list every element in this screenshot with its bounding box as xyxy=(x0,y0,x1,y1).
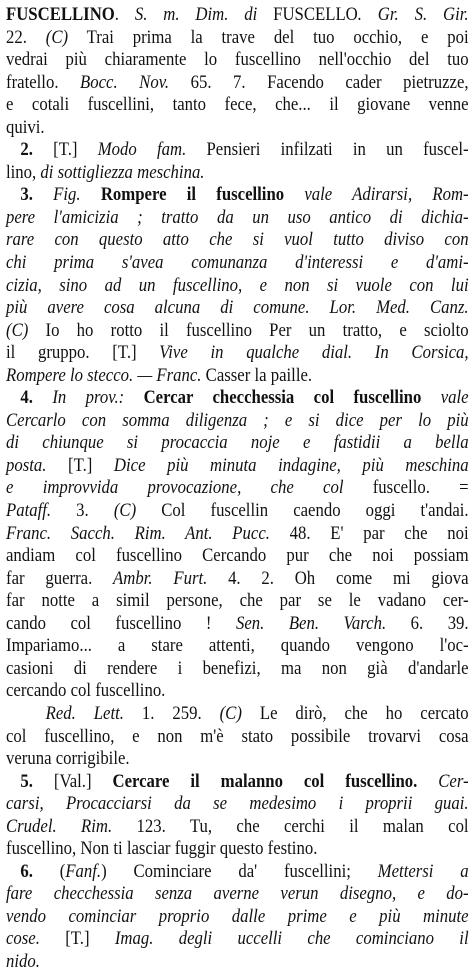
entry-text: Le dirò, che ho cercato xyxy=(241,702,469,724)
entry-text: S. m. Dim. di xyxy=(118,4,274,25)
entry-text: far notte a simil persone, che par se le vadano cer- xyxy=(6,590,469,612)
entry-line xyxy=(6,703,469,726)
entry-text: . xyxy=(114,4,119,25)
entry-line xyxy=(6,726,469,749)
entry-text: [Val.] xyxy=(32,770,113,792)
entry-text: F xyxy=(273,4,283,25)
entry-line xyxy=(6,49,469,72)
entry-text: di chiunque si procaccia noje e fastidii a bella xyxy=(6,432,469,454)
entry-text: Fig. xyxy=(32,184,81,206)
entry-line xyxy=(6,523,469,546)
entry-text: 4. xyxy=(20,387,33,409)
entry-line xyxy=(6,883,469,906)
entry-text: fuscello. = xyxy=(343,477,469,499)
entry-text: FUSCELLINO xyxy=(6,4,115,25)
entry-text: Trai prima la trave del tuo occhio, e poi xyxy=(68,26,469,48)
entry-text: posta. xyxy=(6,454,47,476)
entry-text: Sen. Ben. Varch. xyxy=(235,612,387,634)
entry-line xyxy=(6,500,469,523)
entry-text: il gruppo. [T.] xyxy=(6,342,160,364)
entry-text: vale Adirarsi, Rom- xyxy=(284,184,469,206)
entry-text: cercando col fuscellino. xyxy=(6,680,166,702)
entry-text: col fuscellino, e non m'è stato possibile trovarvi cosa xyxy=(6,725,469,747)
entry-text: veruna corrigibile. xyxy=(6,748,130,770)
entry-line xyxy=(6,94,469,117)
entry-text: Modo fam. xyxy=(97,139,187,161)
entry-line xyxy=(6,320,469,343)
entry-text: Franc. Sacch. Rim. Ant. Pucc. xyxy=(6,522,270,544)
entry-text: ) Cominciare da' fuscellini; xyxy=(101,860,378,882)
entry-text: vedrai più chiaramente lo fuscellino nell'occhio del tuo xyxy=(6,49,469,71)
entry-text: Ambr. Furt. xyxy=(113,567,208,589)
entry-text: Bocc. Nov. xyxy=(80,71,170,93)
entry-text: chi prima s'avea comunanza d'interessi e d'ami- xyxy=(6,252,469,274)
entry-line xyxy=(6,928,469,951)
entry-line xyxy=(6,906,469,929)
entry-text: [T.] xyxy=(39,928,115,950)
entry-text: 22. xyxy=(6,26,46,48)
entry-text: Pataff. xyxy=(6,500,52,522)
entry-text: Rompere lo stecco. — Franc. xyxy=(6,364,202,386)
entry-line xyxy=(6,387,469,410)
entry-text: vale xyxy=(421,387,469,409)
entry-line xyxy=(6,365,469,388)
entry-line xyxy=(6,680,469,703)
entry-line xyxy=(6,658,469,681)
entry-text: vendo cominciar proprio dalle prime e più minute xyxy=(6,905,469,927)
entry-text: 6. 39. xyxy=(386,612,469,634)
entry-line xyxy=(6,410,469,433)
entry-text: (C) xyxy=(219,702,242,724)
entry-text: ( xyxy=(32,860,66,882)
entry-text: Dice più minuta indagine, più meschina xyxy=(113,454,469,476)
entry-text: (C) xyxy=(45,26,69,48)
entry-text: 123. Tu, che cerchi il malan col xyxy=(112,815,469,837)
entry-text: di sottigliezza meschina. xyxy=(40,161,205,183)
entry-text: Cercarlo con somma diligenza ; e si dice per lo più xyxy=(6,409,469,431)
entry-line xyxy=(6,635,469,658)
entry-text: fratello. xyxy=(6,71,81,93)
entry-text: (C) xyxy=(113,500,137,522)
entry-line xyxy=(6,184,469,207)
entry-text: Crudel. Rim. xyxy=(6,815,113,837)
entry-text: Impariamo... a stare attenti, quando vengono l'oc- xyxy=(6,635,469,657)
entry-line xyxy=(6,748,469,771)
entry-text: fare checchessia senza averne verun disegno, e do- xyxy=(6,883,469,905)
entry-line xyxy=(6,861,469,884)
entry-line xyxy=(6,252,469,275)
entry-line xyxy=(6,951,469,974)
entry-text: 6. xyxy=(20,860,33,882)
entry-line xyxy=(6,342,469,365)
entry-text: carsi, Procacciarsi da se medesimo i proprii guai. xyxy=(6,793,469,815)
entry-text: [T.] xyxy=(46,454,114,476)
entry-text: Mettersi a xyxy=(377,860,469,882)
entry-text: Pensieri infilzati in un fuscel- xyxy=(186,139,469,161)
entry-text: Cer- xyxy=(417,770,469,792)
entry-line xyxy=(6,297,469,320)
entry-text: pere l'amicizia ; tratto da un uso antico di dichia- xyxy=(6,206,469,228)
entry-text: cizia, sino ad un fuscellino, e non si vuole con lui xyxy=(6,274,469,296)
entry-text: Io ho rotto il fuscellino Per un tratto, e sciolto xyxy=(28,319,469,341)
entry-text: far guerra. xyxy=(6,567,114,589)
entry-line xyxy=(6,590,469,613)
entry-line xyxy=(6,771,469,794)
entry-text: fuscellino, Non ti lasciar fuggir questo festino. xyxy=(6,838,318,860)
entry-line xyxy=(6,162,469,185)
entry-text: In prov.: xyxy=(32,387,125,409)
entry-text: . Gr. S. Gir. xyxy=(357,4,469,25)
entry-text: Col fuscellin caendo oggi t'andai. xyxy=(136,500,469,522)
dictionary-entry xyxy=(6,4,469,974)
entry-text: e improvvida provocazione, che col xyxy=(6,477,344,499)
entry-text: Cercar checchessia col fuscellino xyxy=(124,387,422,409)
entry-text: 3. xyxy=(51,500,114,522)
entry-line xyxy=(6,275,469,298)
entry-line xyxy=(6,27,469,50)
entry-line xyxy=(6,229,469,252)
entry-text: quivi. xyxy=(6,116,45,138)
entry-text: cando col fuscellino ! xyxy=(6,612,236,634)
entry-text: Red. Lett. xyxy=(45,702,124,724)
entry-line xyxy=(6,4,469,27)
entry-text: casioni di rendere i benefizi, ma non già d'andarle xyxy=(6,657,469,679)
entry-text: 2. xyxy=(20,139,33,161)
entry-text: USCELLO xyxy=(282,4,358,25)
entry-text: 4. 2. Oh come mi giova xyxy=(207,567,469,589)
entry-text: 1. 259. xyxy=(123,702,220,724)
entry-line xyxy=(6,117,469,140)
entry-line xyxy=(6,838,469,861)
entry-text: 5. xyxy=(20,770,33,792)
entry-text: Imag. degli uccelli che cominciano il xyxy=(114,928,469,950)
entry-line xyxy=(6,613,469,636)
entry-line xyxy=(6,545,469,568)
entry-text: Vive in qualche dial. In Corsica, xyxy=(159,342,469,364)
entry-text: lino, xyxy=(6,161,41,183)
entry-text: Casser la paille. xyxy=(201,364,313,386)
entry-line xyxy=(6,568,469,591)
entry-text: più avere cosa alcuna di comune. Lor. Med. Canz. xyxy=(6,297,469,319)
entry-text: Fanf. xyxy=(65,860,102,882)
entry-text: rare con questo atto che si vuol tutto diviso con xyxy=(6,229,469,251)
entry-line xyxy=(6,477,469,500)
entry-line xyxy=(6,207,469,230)
entry-line xyxy=(6,432,469,455)
entry-line xyxy=(6,72,469,95)
entry-line xyxy=(6,816,469,839)
entry-text: 48. E' par che noi xyxy=(269,522,469,544)
entry-text: (C) xyxy=(6,319,29,341)
entry-text: Rompere il fuscellino xyxy=(80,184,285,206)
entry-text: 65. 7. Facendo cader pietruzze, xyxy=(169,71,469,93)
entry-text: Cercare il malanno col fuscellino. xyxy=(112,770,418,792)
entry-line xyxy=(6,793,469,816)
entry-text: 3. xyxy=(20,184,33,206)
entry-text: andiam col fuscellino Cercando pur che noi possiam xyxy=(6,545,469,567)
entry-line xyxy=(6,139,469,162)
entry-line xyxy=(6,455,469,478)
entry-text: [T.] xyxy=(32,139,98,161)
entry-text: nido. xyxy=(6,950,40,972)
entry-text: e cotali fuscellini, tanto fece, che... il giovane venne xyxy=(6,94,469,116)
entry-text: cose. xyxy=(6,928,40,950)
